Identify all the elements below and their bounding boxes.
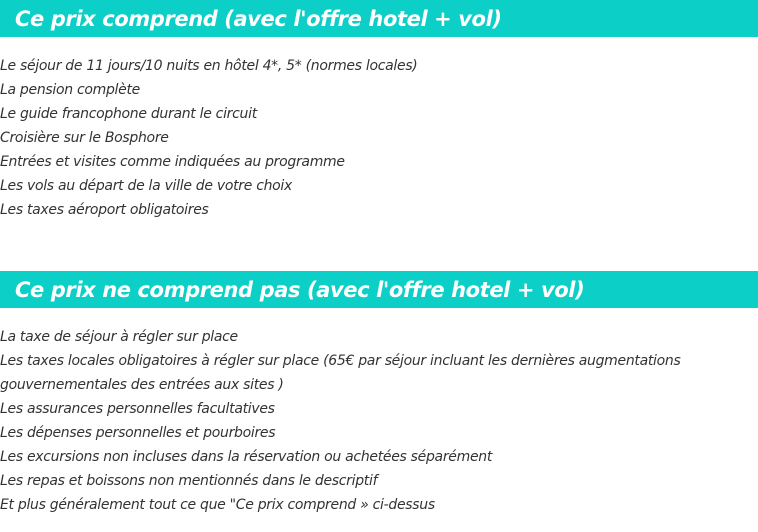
included-title: Ce prix comprend (avec l'offre hotel + vol) [15,6,502,31]
excluded-item-7: Et plus généralement tout ce que "Ce prix comprend » ci-dessus [0,497,435,513]
included-section [0,0,758,222]
excluded-title: Ce prix ne comprend pas (avec l'offre hotel + vol) [15,277,585,302]
excluded-item-1: La taxe de séjour à régler sur place [0,329,238,345]
excluded-section [0,271,758,517]
included-item-3: Le guide francophone durant le circuit [0,106,257,122]
excluded-item-2: Les taxes locales obligatoires à régler sur place (65€ par séjour incluant les dernières augmentations gouvernementales des entrées aux sites ) [0,353,681,393]
excluded-item-4: Les dépenses personnelles et pourboires [0,425,276,441]
excluded-item-5: Les excursions non incluses dans la réservation ou achetées séparément [0,449,493,465]
excluded-list [0,308,758,517]
included-list [0,37,758,222]
included-item-5: Entrées et visites comme indiquées au programme [0,154,345,170]
included-header [0,0,758,37]
included-item-6: Les vols au départ de la ville de votre choix [0,178,293,194]
included-item-7: Les taxes aéroport obligatoires [0,202,209,218]
included-item-1: Le séjour de 11 jours/10 nuits en hôtel 4*, 5* (normes locales) [0,58,418,74]
excluded-item-3: Les assurances personnelles facultatives [0,401,275,417]
excluded-header [0,271,758,308]
included-item-4: Croisière sur le Bosphore [0,130,169,146]
excluded-item-6: Les repas et boissons non mentionnés dans le descriptif [0,473,378,489]
included-item-2: La pension complète [0,82,140,98]
